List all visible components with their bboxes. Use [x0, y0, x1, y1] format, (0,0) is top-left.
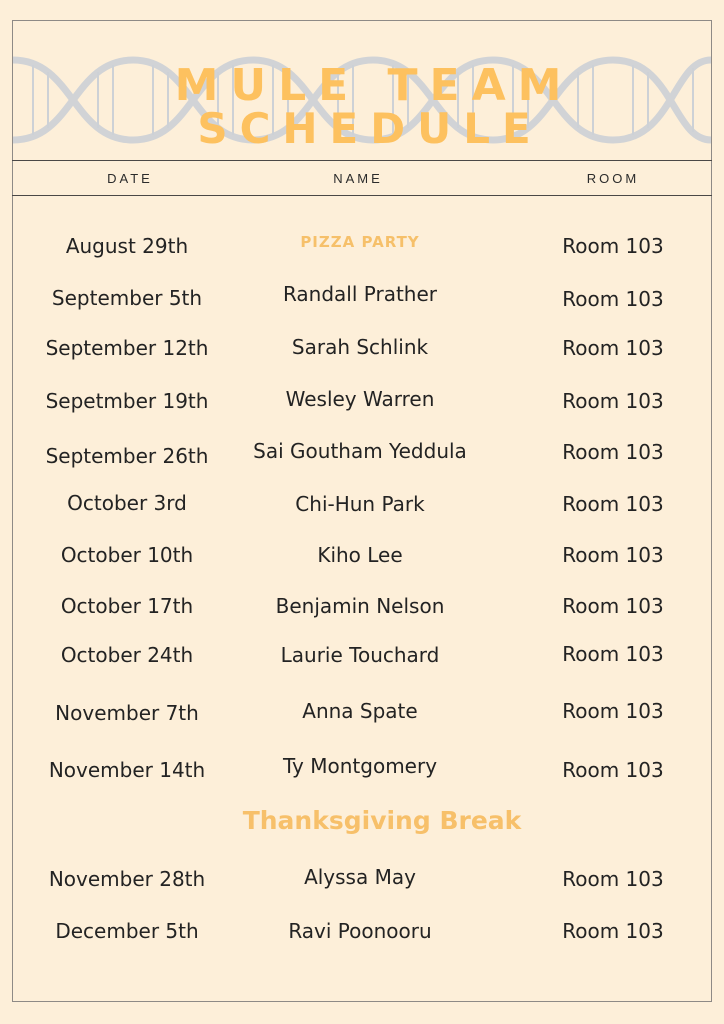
row-date: August 29th [65, 234, 189, 258]
row-room: Room 103 [562, 287, 664, 311]
title-line-1: MULE TEAM [174, 60, 574, 111]
row-name: Ravi Poonooru [288, 919, 432, 943]
row-name: Anna Spate [302, 699, 418, 723]
row-name: Sarah Schlink [291, 335, 429, 359]
row-name: Chi-Hun Park [295, 492, 425, 516]
row-name: Benjamin Nelson [275, 594, 445, 618]
column-header-room: ROOM [586, 171, 640, 186]
row-room: Room 103 [562, 642, 664, 666]
header-top-divider [12, 160, 712, 161]
row-name: Sai Goutham Yeddula [253, 439, 467, 463]
row-date: October 10th [60, 543, 194, 567]
pizza-party-label: PIZZA PARTY [300, 233, 420, 251]
row-name: Alyssa May [304, 865, 416, 889]
row-date: December 5th [55, 919, 199, 943]
row-date: November 28th [48, 867, 206, 891]
row-room: Room 103 [562, 867, 664, 891]
row-room: Room 103 [562, 699, 664, 723]
row-date: October 24th [60, 643, 194, 667]
row-date: September 5th [51, 286, 203, 310]
row-name: Laurie Touchard [280, 643, 440, 667]
row-date: September 26th [45, 444, 209, 468]
row-date: September 12th [45, 336, 209, 360]
row-name: Ty Montgomery [282, 754, 438, 778]
row-room: Room 103 [562, 758, 664, 782]
row-room: Room 103 [562, 543, 664, 567]
thanksgiving-break-label: Thanksgiving Break [242, 806, 522, 835]
column-header-name: NAME [333, 171, 383, 186]
row-room: Room 103 [562, 389, 664, 413]
row-date: October 17th [60, 594, 194, 618]
row-room: Room 103 [562, 336, 664, 360]
row-room: Room 103 [562, 919, 664, 943]
row-date: Sepetmber 19th [45, 389, 209, 413]
row-date: November 14th [48, 758, 206, 782]
row-room: Room 103 [562, 440, 664, 464]
column-header-date: DATE [107, 171, 153, 186]
header-bottom-divider [12, 195, 712, 196]
row-room: Room 103 [562, 594, 664, 618]
row-room: Room 103 [562, 492, 664, 516]
row-date: November 7th [55, 701, 199, 725]
row-name: Randall Prather [282, 282, 438, 306]
row-date: October 3rd [67, 491, 187, 515]
row-name: Kiho Lee [317, 543, 403, 567]
title-line-2: SCHEDULE [197, 104, 543, 153]
row-name: Wesley Warren [285, 387, 435, 411]
row-room: Room 103 [562, 234, 664, 258]
